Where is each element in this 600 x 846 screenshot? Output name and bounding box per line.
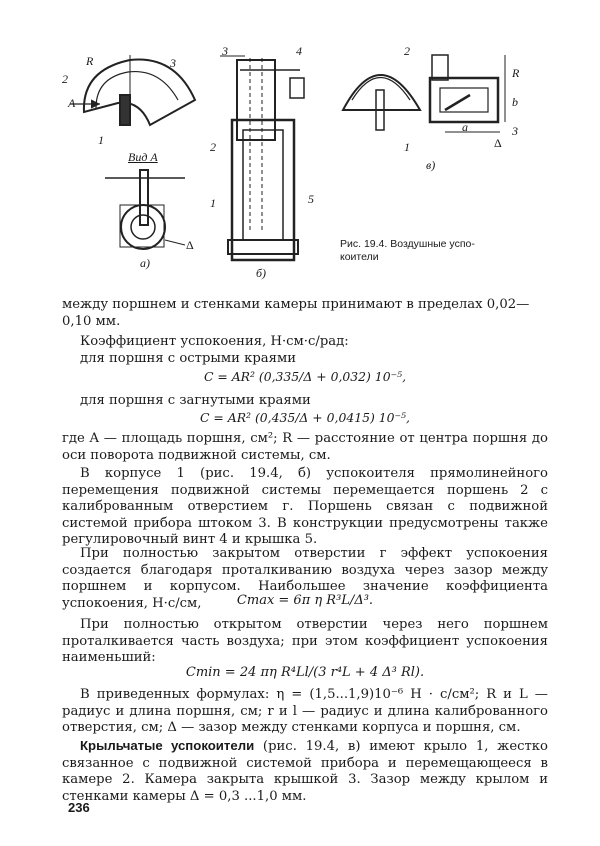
label-5-b: 5 <box>308 192 314 206</box>
caption-line-2: коители <box>340 251 379 263</box>
label-2-v: 2 <box>404 44 410 58</box>
paragraph-6 <box>62 738 548 805</box>
paragraph-1: где A — площадь поршня, см²; R — расстояние от центра поршня до оси поворота подвижной системы, см. <box>62 431 548 463</box>
figure-19-4 <box>0 0 600 290</box>
paragraph-6-lead: Крыльчатые успокоители <box>80 738 255 753</box>
label-r-v: R <box>512 66 520 80</box>
label-4-b: 4 <box>296 44 302 58</box>
label-2-b: 2 <box>210 140 216 154</box>
body-line-5: для поршня с загнутыми краями <box>80 393 311 408</box>
page-number: 236 <box>68 800 90 815</box>
label-3-a: 3 <box>170 56 176 70</box>
label-r-a: R <box>86 54 94 68</box>
label-delta-a: Δ <box>186 238 194 252</box>
body-line-3: Коэффициент успокоения, Н·см·с/рад: <box>80 334 349 349</box>
label-sub-v: в) <box>426 158 436 172</box>
label-1-v: 1 <box>404 140 410 154</box>
body-line-2: 0,10 мм. <box>62 314 121 329</box>
label-a-v: a <box>462 120 468 134</box>
label-2-a: 2 <box>62 72 68 86</box>
label-sub-a: а) <box>140 256 150 270</box>
paragraph-2: В корпусе 1 (рис. 19.4, б) успокоителя прямолинейного перемещения подвижной системы перемещается поршень 2 с калиброванным отверстием г. Поршень связан с подвижной системой прибора штоком 3. В конструкции предусмотрены также регулировочный винт 4 и крышка 5. <box>62 466 548 548</box>
paragraph-3: При полностью закрытом отверстии г эффект успокоения создается благодаря проталкиванию воздуха через зазор между поршнем и корпусом. Наибольшее значение коэффициента успокоения, Н·с/см, <box>62 546 548 611</box>
label-b-v: b <box>512 95 518 109</box>
formula-cmin: Cmin = 24 πη R⁴Ll/(3 r⁴L + 4 Δ³ Rl). <box>185 665 425 680</box>
label-sub-b: б) <box>256 266 267 280</box>
sector-chamber <box>84 60 195 126</box>
paragraph-5: В приведенных формулах: η = (1,5...1,9)10⁻⁶ Н · с/см²; R и L — радиус и длина поршня, см; r и l — радиус и длина калиброванного отверстия, см; Δ — зазор между стенками корпуса и поршня, см. <box>62 687 548 736</box>
label-delta-v: Δ <box>494 136 502 150</box>
label-vid-a: Вид А <box>128 150 158 164</box>
formula-2: C = AR² (0,435/Δ + 0,0415) 10⁻⁵, <box>200 410 410 425</box>
label-3-v: 3 <box>512 124 518 138</box>
caption-line-1: Рис. 19.4. Воздушные успо- <box>340 238 475 250</box>
paragraph-4: При полностью открытом отверстии через него поршнем проталкивается часть воздуха; при этом коэффициент успокоения наименьший: <box>62 617 548 666</box>
label-1-a: 1 <box>98 133 104 147</box>
formula-cmax: Cmax = 6π η R³L/Δ³. <box>236 593 374 608</box>
paragraph-6-rest: (рис. 19.4, в) имеют крыло 1, жестко связанное с подвижной системой прибора и перемещающееся в камере 2. Камера закрыта крышкой 3. Зазор между крылом и стенками камеры Δ = 0,3 ...1,0 мм. <box>62 739 548 804</box>
body-line-1: между поршнем и стенками камеры принимают в пределах 0,02— <box>62 297 530 312</box>
label-a-arrow: A <box>68 96 76 110</box>
label-1-b: 1 <box>210 196 216 210</box>
figure-caption <box>340 238 540 264</box>
formula-1: C = AR² (0,335/Δ + 0,032) 10⁻⁵, <box>203 369 407 384</box>
label-3-b: 3 <box>222 44 228 58</box>
body-line-4: для поршня с острыми краями <box>80 351 297 366</box>
